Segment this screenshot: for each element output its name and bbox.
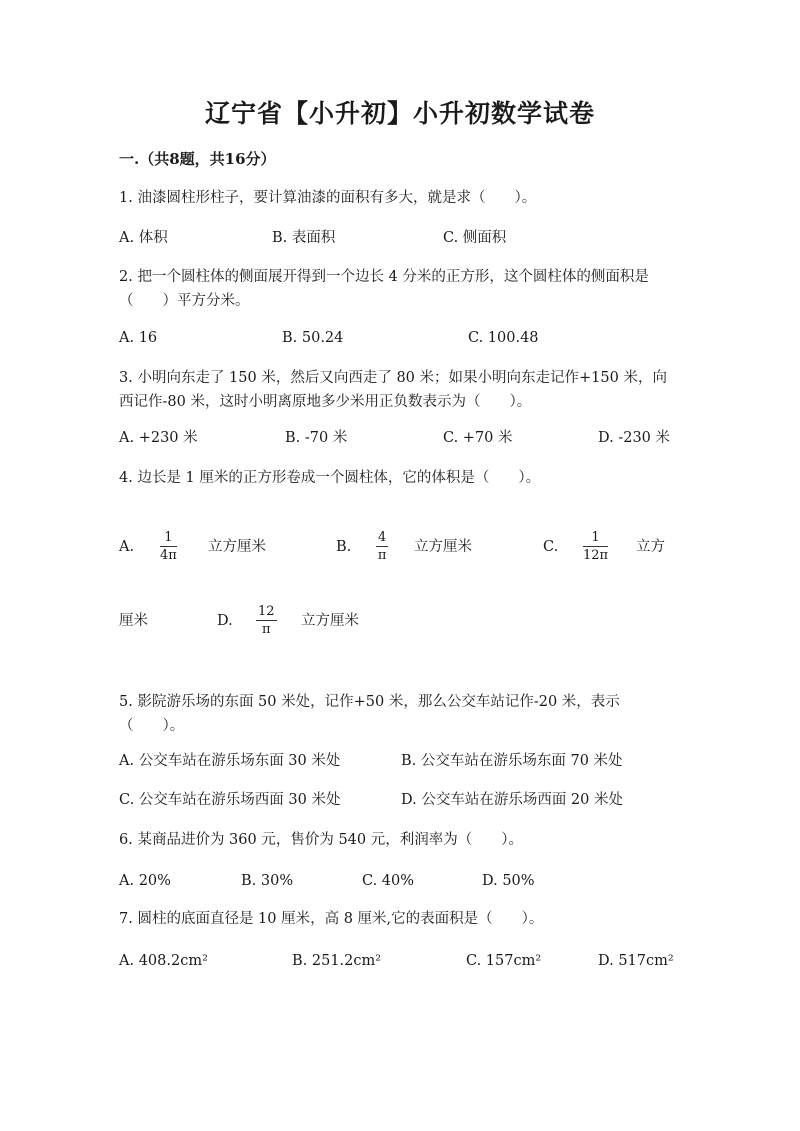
q4-option-a-unit: 立方厘米 bbox=[208, 539, 266, 555]
q4-option-d-fraction bbox=[256, 604, 277, 637]
fraction-bar bbox=[583, 546, 608, 547]
q3-option-b: B. -70 米 bbox=[285, 430, 348, 446]
question-4: 4. 边长是 1 厘米的正方形卷成一个圆柱体，它的体积是（ ）。 bbox=[119, 470, 541, 486]
question-7: 7. 圆柱的底面直径是 10 厘米，高 8 厘米,它的表面积是（ ）。 bbox=[119, 911, 544, 927]
q2-option-c: C. 100.48 bbox=[468, 330, 539, 346]
q4-option-c-unit-wrap: 厘米 bbox=[119, 613, 148, 629]
q6-option-b: B. 30% bbox=[241, 873, 294, 889]
q4-option-a-fraction bbox=[160, 530, 177, 563]
q4-option-c-label: C. bbox=[543, 539, 559, 555]
section-heading: 一.（共8题，共16分） bbox=[119, 150, 276, 168]
fraction-denominator: 12π bbox=[583, 548, 609, 563]
q7-option-b: B. 251.2cm² bbox=[292, 953, 382, 969]
q3-option-d: D. -230 米 bbox=[598, 430, 671, 446]
q1-option-c: C. 侧面积 bbox=[443, 230, 507, 246]
fraction-numerator: 1 bbox=[591, 530, 600, 545]
q1-option-a: A. 体积 bbox=[119, 230, 168, 246]
page-title: 辽宁省【小升初】小升初数学试卷 bbox=[204, 99, 595, 128]
question-2: 2. 把一个圆柱体的侧面展开得到一个边长 4 分米的正方形，这个圆柱体的侧面积是（ ）平方分米。 bbox=[119, 269, 649, 309]
question-6: 6. 某商品进价为 360 元，售价为 540 元，利润率为（ ）。 bbox=[119, 832, 523, 848]
q5-option-a: A. 公交车站在游乐场东面 30 米处 bbox=[119, 753, 341, 769]
q2-option-a: A. 16 bbox=[119, 330, 158, 346]
q4-option-c-fraction bbox=[583, 530, 608, 563]
fraction-bar bbox=[160, 546, 177, 547]
q4-option-b-label: B. bbox=[336, 539, 352, 555]
fraction-bar bbox=[256, 620, 277, 621]
q6-option-c: C. 40% bbox=[362, 873, 415, 889]
q4-option-b-unit: 立方厘米 bbox=[414, 539, 472, 555]
q4-option-b-fraction bbox=[376, 530, 388, 563]
q5-option-b: B. 公交车站在游乐场东面 70 米处 bbox=[401, 753, 623, 769]
q7-option-d: D. 517cm² bbox=[598, 953, 674, 969]
q3-option-a: A. +230 米 bbox=[119, 430, 198, 446]
q3-option-c: C. +70 米 bbox=[443, 430, 513, 446]
fraction-numerator: 4 bbox=[378, 530, 387, 545]
q6-option-d: D. 50% bbox=[482, 873, 535, 889]
fraction-denominator: π bbox=[262, 622, 271, 637]
fraction-numerator: 1 bbox=[164, 530, 173, 545]
fraction-denominator: π bbox=[377, 548, 387, 563]
q6-option-a: A. 20% bbox=[119, 873, 171, 889]
fraction-numerator: 12 bbox=[258, 604, 275, 619]
fraction-bar bbox=[376, 546, 388, 547]
question-1: 1. 油漆圆柱形柱子，要计算油漆的面积有多大，就是求（ ）。 bbox=[119, 190, 537, 206]
q4-option-a-label: A. bbox=[119, 539, 135, 555]
q5-option-c: C. 公交车站在游乐场西面 30 米处 bbox=[119, 792, 341, 808]
question-3: 3. 小明向东走了 150 米，然后又向西走了 80 米；如果小明向东走记作+150 米，向西记作-80 米，这时小明离原地多少米用正负数表示为（ ）。 bbox=[119, 370, 667, 410]
q7-option-a: A. 408.2cm² bbox=[119, 953, 208, 969]
q4-option-d-label: D. bbox=[217, 613, 233, 629]
q4-option-d-unit: 立方厘米 bbox=[301, 613, 359, 629]
question-5: 5. 影院游乐场的东面 50 米处，记作+50 米，那么公交车站记作-20 米，表示（ ）。 bbox=[119, 694, 620, 734]
q1-option-b: B. 表面积 bbox=[272, 230, 336, 246]
q4-option-c-unit: 立方 bbox=[636, 539, 665, 555]
fraction-denominator: 4π bbox=[160, 548, 177, 563]
q2-option-b: B. 50.24 bbox=[282, 330, 344, 346]
q5-option-d: D. 公交车站在游乐场西面 20 米处 bbox=[401, 792, 623, 808]
q7-option-c: C. 157cm² bbox=[466, 953, 542, 969]
